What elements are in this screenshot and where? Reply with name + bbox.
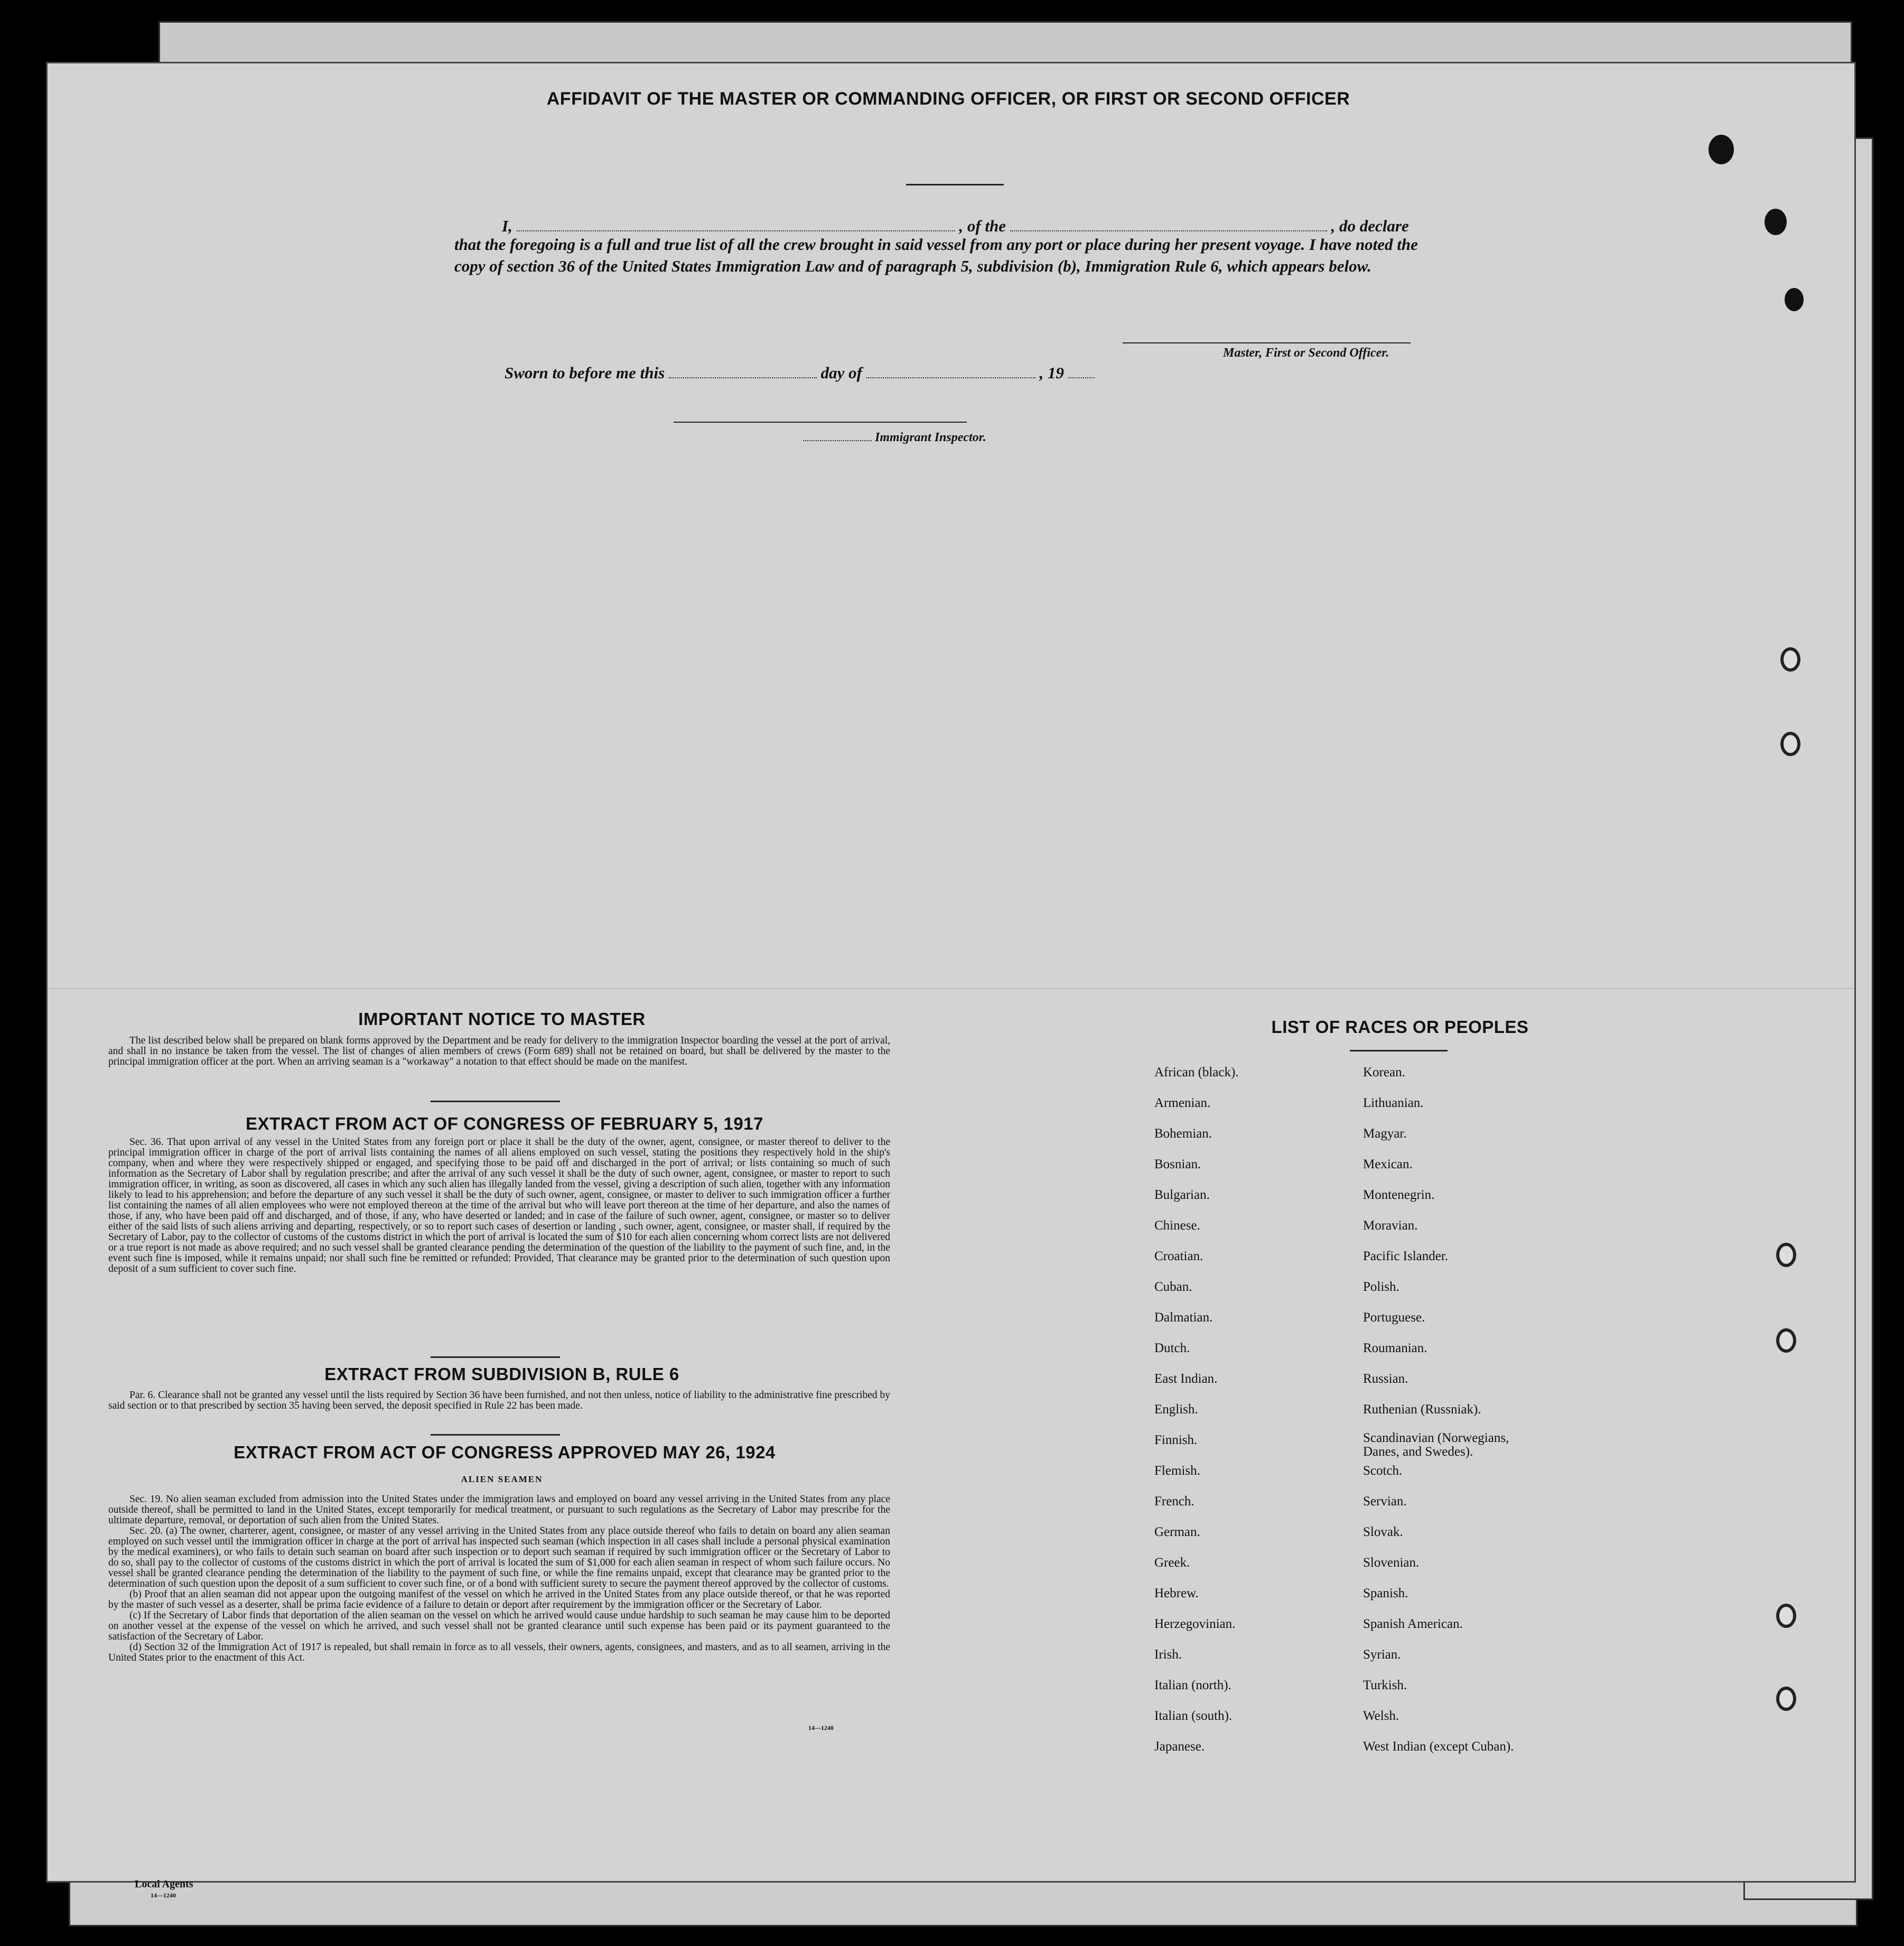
footer-form-number: 14—1240: [151, 1892, 176, 1899]
race-item: Magyar.: [1363, 1126, 1407, 1141]
race-item: Welsh.: [1363, 1709, 1399, 1723]
race-item: African (black).: [1154, 1065, 1239, 1079]
race-item: Slovak.: [1363, 1525, 1403, 1539]
sworn-line: [505, 364, 1095, 383]
race-item: Herzegovinian.: [1154, 1617, 1236, 1631]
race-item: Japanese.: [1154, 1739, 1205, 1754]
extract-1924-paragraph: Sec. 19. No alien seaman excluded from admission into the United States under the immigration laws and employed on board any vessel arriving in the United States from any place outside thereof, shall be permitted to land in the United States, except temporarily for medical treatment, or pursuant to such regulations as the Secretary of Labor may prescribe for the ultimate departure, removal, or deportation of such alien from the United States.: [108, 1494, 890, 1526]
declaration-text: that the foregoing is a full and true list of all the crew brought in said vessel from any port or place during her present voyage. I have noted the copy of section 36 of the United States Immigration Law and of paragraph 5, subdivision (b), Immigration Rule 6, which appears below.: [454, 235, 1418, 275]
punch-hole: [1709, 135, 1734, 164]
extract-1924-paragraph: (c) If the Secretary of Labor finds that deportation of the alien seaman on the vessel on which he arrived would cause undue hardship to such seaman he may cause him to be deported on another vessel at the expense of the vessel on which he arrived, and such vessel shall not be granted clearance until such expense has been paid or its payment guaranteed to the satisfaction of the Secretary of Labor.: [108, 1610, 890, 1642]
race-item: Lithuanian.: [1363, 1096, 1424, 1110]
race-item: Mexican.: [1363, 1157, 1413, 1171]
section-divider: [431, 1434, 560, 1436]
declarant-prefix: I,: [502, 217, 512, 235]
race-item: Bohemian.: [1154, 1126, 1212, 1141]
local-agents-label: Local Agents: [135, 1878, 193, 1890]
race-item: Portuguese.: [1363, 1310, 1425, 1325]
race-item: Russian.: [1363, 1372, 1408, 1386]
notice-title: IMPORTANT NOTICE TO MASTER: [358, 1009, 646, 1029]
race-item: Flemish.: [1154, 1464, 1200, 1478]
races-title: LIST OF RACES OR PEOPLES: [1271, 1017, 1529, 1037]
section-divider: [431, 1101, 560, 1102]
extract-1924-title: EXTRACT FROM ACT OF CONGRESS APPROVED MAY 26, 1924: [234, 1442, 776, 1462]
master-signature-caption: Master, First or Second Officer.: [1223, 346, 1389, 360]
race-item: Finnish.: [1154, 1433, 1198, 1447]
sworn-prefix: Sworn to before me this: [505, 364, 665, 382]
fold-line: [48, 988, 1854, 989]
race-item: Scandinavian (Norwegians, Danes, and Swedes).: [1363, 1431, 1509, 1459]
races-title-rule: [1350, 1050, 1448, 1051]
extract-1917-text: Sec. 36. That upon arrival of any vessel in the United States from any foreign port or place it shall be the duty of the owner, agent, consignee, or master thereof to deliver to the principal immigration officer in charge of the port of arrival lists containing the names of all aliens employed on such vessel, stating the positions they respectively hold in the ship's company, when and where they were respectively shipped or engaged, and specifying those to be paid off and discharged in the port of arrival; or lists containing so much of such information as the Secretary of Labor shall by regulation prescribe; and after the arrival of any such vessel it shall be the duty of such owner, agent, consignee, or master to report to such immigration officer, in writing, as soon as discovered, all cases in which any such alien has illegally landed from the vessel, giving a description of such alien, together with any information likely to lead to his apprehension; and before the departure of any such vessel it shall be the duty of such owner, agent, consignee, or master to deliver to such immigration officer a further list containing the names of all alien employees who were not employed thereon at the time of the arrival but who will leave port thereon at the time of her departure, and also the names of those, if any, who have been paid off and discharged, and of those, if any, who have deserted or landed; and in case of the failure of such owner, agent, consignee, or master so to deliver either of the said lists of such aliens arriving and departing, respectively, or so to report such cases of desertion or landing , such owner, agent, consignee, or master shall, if required by the Secretary of Labor, pay to the collector of customs of the customs district in which the port of arrival is located the sum of $10 for each alien concerning whom correct lists are not delivered or a true report is not made as above required; and no such vessel shall be granted clearance pending the determination of the question of the liability to the payment of such fine, and, in the event such fine is imposed, while it remains unpaid; nor shall such fine be remitted or refunded: Provided, That clearance may be granted prior to the determination of such question upon deposit of a sum sufficient to cover such fine.: [108, 1137, 890, 1274]
extract-rule6-title: EXTRACT FROM SUBDIVISION B, RULE 6: [324, 1364, 679, 1384]
sworn-day-field[interactable]: [669, 377, 817, 378]
binder-hole: [1776, 1243, 1796, 1267]
race-item: Korean.: [1363, 1065, 1405, 1079]
master-signature-line[interactable]: [1123, 342, 1411, 343]
race-item: German.: [1154, 1525, 1200, 1539]
race-item: Montenegrin.: [1363, 1188, 1435, 1202]
race-item: Bulgarian.: [1154, 1188, 1210, 1202]
sworn-month-field[interactable]: [866, 377, 1035, 378]
race-item: English.: [1154, 1402, 1198, 1417]
affidavit-title: AFFIDAVIT OF THE MASTER OR COMMANDING OFFICER, OR FIRST OR SECOND OFFICER: [546, 89, 1350, 109]
extract-1924-paragraph: Sec. 20. (a) The owner, charterer, agent, consignee, or master of any vessel arriving in the United States from any place outside thereof who fails to detain on board any alien seaman employed on such vessel until the immigration officer in charge at the port of arrival has inspected such seaman (which inspection in all cases shall include a personal physical examination by the medical examiners), or who fails to detain such seaman on board after such inspection or to deport such seaman if required by such immigration officer or the Secretary of Labor to do so, shall pay to the collector of customs of the customs district in which the port of arrival is located the sum of $1,000 for each alien seaman in respect of whom such failure occurs. No vessel shall be granted clearance pending the determination of the liability to the payment of such fine, or while the fine remains unpaid, except that clearance may be granted prior to the determination of such question upon the deposit of a sum sufficient to cover such fine, or of a bond with sufficient surety to secure the payment thereof approved by the collector of customs.: [108, 1525, 890, 1589]
punch-hole: [1785, 288, 1804, 311]
vessel-name-field[interactable]: [1010, 230, 1327, 231]
binder-hole: [1780, 732, 1800, 756]
race-item: Slovenian.: [1363, 1556, 1420, 1570]
form-number: 14—1240: [808, 1724, 834, 1731]
race-item: Bosnian.: [1154, 1157, 1201, 1171]
race-item: East Indian.: [1154, 1372, 1218, 1386]
race-item: Moravian.: [1363, 1218, 1418, 1233]
race-item: French.: [1154, 1494, 1194, 1509]
race-item: Cuban.: [1154, 1280, 1192, 1294]
inspector-caption: Immigrant Inspector.: [803, 431, 986, 445]
notice-text: The list described below shall be prepared on blank forms approved by the Department and be ready for delivery to the immigration Inspector boarding the vessel at the port of arrival, and shall in no instance be taken from the vessel. The list of changes of alien members of crews (Form 689) shall not be retained on board, but shall be delivered by the master to the principal immigration officer at the port. When an arriving seaman is a "workaway" a notation to that effect should be made on the manifest.: [108, 1035, 890, 1067]
declaration-line: [502, 217, 1409, 236]
race-item: Irish.: [1154, 1647, 1182, 1662]
extract-1924-paragraph: (b) Proof that an alien seaman did not appear upon the outgoing manifest of the vessel on which he arrived in the United States from any place outside thereof, or that he was reported by the master of such vessel as a deserter, shall be prima facie evidence of a failure to detain or deport after requirement by the immigration officer or the Secretary of Labor.: [108, 1589, 890, 1610]
race-item: Spanish.: [1363, 1586, 1408, 1600]
sworn-day-of-label: day of: [820, 364, 862, 382]
race-item: West Indian (except Cuban).: [1363, 1739, 1514, 1754]
race-item: Armenian.: [1154, 1096, 1211, 1110]
binder-hole: [1776, 1687, 1796, 1711]
race-item: Chinese.: [1154, 1218, 1200, 1233]
race-item: Spanish American.: [1363, 1617, 1463, 1631]
binder-hole: [1780, 647, 1800, 672]
binder-hole: [1776, 1328, 1796, 1353]
race-item: Dutch.: [1154, 1341, 1190, 1355]
sworn-year-label: , 19: [1039, 364, 1064, 382]
binder-hole: [1776, 1604, 1796, 1628]
sworn-year-field[interactable]: [1068, 377, 1095, 378]
extract-rule6-text: Par. 6. Clearance shall not be granted any vessel until the lists required by Section 36 have been furnished, and not then unless, notice of liability to the administrative fine prescribed by said section or to that prescribed by section 35 having been served, the deposit specified in Rule 22 has been made.: [108, 1390, 890, 1411]
race-item: Syrian.: [1363, 1647, 1401, 1662]
extract-1924-text: [108, 1494, 890, 1663]
extract-1924-subtitle: ALIEN SEAMEN: [461, 1474, 543, 1484]
race-item: Polish.: [1363, 1280, 1399, 1294]
race-item: Dalmatian.: [1154, 1310, 1213, 1325]
inspector-signature-line[interactable]: [674, 422, 967, 423]
section-divider: [431, 1356, 560, 1358]
race-item: Greek.: [1154, 1556, 1190, 1570]
race-item: Italian (north).: [1154, 1678, 1231, 1692]
race-item: Roumanian.: [1363, 1341, 1427, 1355]
race-item: Pacific Islander.: [1363, 1249, 1449, 1263]
race-item: Croatian.: [1154, 1249, 1203, 1263]
race-item: Hebrew.: [1154, 1586, 1199, 1600]
punch-hole: [1765, 209, 1787, 235]
race-item: Turkish.: [1363, 1678, 1407, 1692]
race-item: Scotch.: [1363, 1464, 1403, 1478]
declarant-name-field[interactable]: [517, 230, 955, 231]
race-item: Ruthenian (Russniak).: [1363, 1402, 1481, 1417]
race-item: Servian.: [1363, 1494, 1407, 1509]
title-rule: [906, 184, 1004, 185]
extract-1924-paragraph: (d) Section 32 of the Immigration Act of 1917 is repealed, but shall remain in force as to all vessels, their owners, agents, consignees, and masters, and as to all seamen, arriving in the United States prior to the enactment of this Act.: [108, 1642, 890, 1663]
extract-1917-title: EXTRACT FROM ACT OF CONGRESS OF FEBRUARY 5, 1917: [246, 1114, 763, 1133]
of-the-label: , of the: [959, 217, 1006, 235]
inspector-name-field[interactable]: [803, 440, 872, 441]
declare-label: , do declare: [1331, 217, 1409, 235]
race-item: Italian (south).: [1154, 1709, 1233, 1723]
